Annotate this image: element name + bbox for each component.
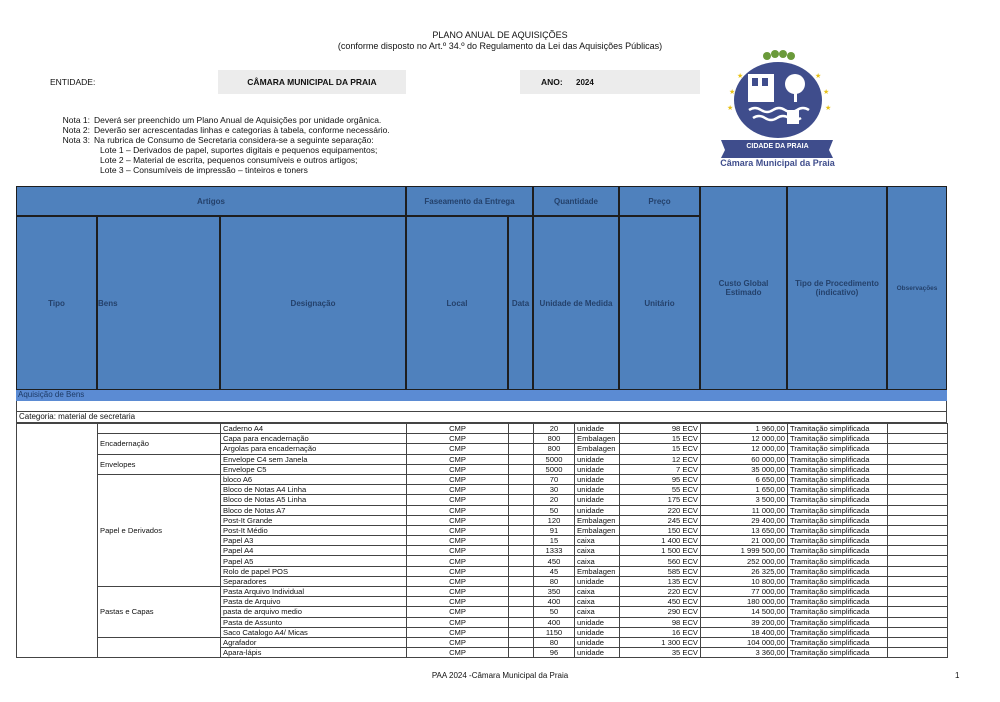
quantity-cell: 20 [534, 495, 575, 505]
designacao-cell: Separadores [221, 576, 407, 586]
unit-price-cell: 220 ECV [620, 505, 701, 515]
local-cell: CMP [407, 505, 509, 515]
procedure-cell: Tramitação simplificada [788, 474, 888, 484]
unit-price-cell: 12 ECV [620, 454, 701, 464]
total-cost-cell: 21 000,00 [701, 536, 788, 546]
logo-name: Câmara Municipal da Praia [720, 158, 835, 168]
procedure-cell: Tramitação simplificada [788, 485, 888, 495]
designacao-cell: Pasta Arquivo Individual [221, 587, 407, 597]
unit-cell: Embalagen [575, 566, 620, 576]
observacoes-cell [888, 587, 948, 597]
table-row [17, 454, 948, 464]
data-cell [509, 587, 534, 597]
bens-group-cell [98, 637, 221, 657]
data-cell [509, 495, 534, 505]
procedure-cell: Tramitação simplificada [788, 648, 888, 658]
spacer-row [16, 401, 947, 411]
procedure-cell: Tramitação simplificada [788, 424, 888, 434]
total-cost-cell: 60 000,00 [701, 454, 788, 464]
total-cost-cell: 10 800,00 [701, 576, 788, 586]
notes-block [60, 115, 390, 175]
unit-cell: Embalagen [575, 444, 620, 454]
entity-value: CÂMARA MUNICIPAL DA PRAIA [247, 77, 377, 87]
designacao-cell: Saco Catalogo A4/ Micas [221, 627, 407, 637]
observacoes-cell [888, 444, 948, 454]
bens-group-cell: Pastas e Capas [98, 587, 221, 638]
procedure-cell: Tramitação simplificada [788, 546, 888, 556]
quantity-cell: 80 [534, 637, 575, 647]
section-band: Aquisição de Bens [16, 390, 947, 401]
observacoes-cell [888, 597, 948, 607]
unit-cell: caixa [575, 536, 620, 546]
designacao-cell: Bloco de Notas A7 [221, 505, 407, 515]
observacoes-cell [888, 648, 948, 658]
data-cell [509, 474, 534, 484]
logo-banner-text: CIDADE DA PRAIA [746, 143, 809, 150]
observacoes-cell [888, 454, 948, 464]
unit-cell: unidade [575, 505, 620, 515]
designacao-cell: Apara-lápis [221, 648, 407, 658]
page-number: 1 [955, 671, 960, 680]
designacao-cell: pasta de arquivo medio [221, 607, 407, 617]
total-cost-cell: 3 500,00 [701, 495, 788, 505]
header-procedimento: Tipo de Procedimento (indicativo) [787, 186, 887, 390]
unit-cell: unidade [575, 474, 620, 484]
quantity-cell: 15 [534, 536, 575, 546]
note-key: Nota 3: [62, 135, 90, 145]
observacoes-cell [888, 525, 948, 535]
designacao-cell: Post-It Grande [221, 515, 407, 525]
designacao-cell: Envelope C4 sem Janela [221, 454, 407, 464]
lote-item: Lote 1 – Derivados de papel, suportes digitais e pequenos equipamentos; [100, 145, 378, 155]
observacoes-cell [888, 495, 948, 505]
observacoes-cell [888, 637, 948, 647]
local-cell: CMP [407, 525, 509, 535]
quantity-cell: 120 [534, 515, 575, 525]
unit-price-cell: 98 ECV [620, 617, 701, 627]
designacao-cell: Agrafador [221, 637, 407, 647]
procedure-cell: Tramitação simplificada [788, 505, 888, 515]
lote-item: Lote 2 – Material de escrita, pequenos consumíveis e outros artigos; [100, 155, 358, 165]
table-row [17, 474, 948, 484]
designacao-cell: Rolo de papel POS [221, 566, 407, 576]
procedure-cell: Tramitação simplificada [788, 607, 888, 617]
data-cell [509, 515, 534, 525]
unit-price-cell: 15 ECV [620, 444, 701, 454]
unit-price-cell: 55 ECV [620, 485, 701, 495]
quantity-cell: 70 [534, 474, 575, 484]
unit-price-cell: 98 ECV [620, 424, 701, 434]
quantity-cell: 91 [534, 525, 575, 535]
total-cost-cell: 3 360,00 [701, 648, 788, 658]
observacoes-cell [888, 607, 948, 617]
procedure-cell: Tramitação simplificada [788, 576, 888, 586]
header-data: Data [508, 216, 533, 390]
unit-cell: caixa [575, 587, 620, 597]
observacoes-cell [888, 566, 948, 576]
data-cell [509, 566, 534, 576]
designacao-cell: Pasta de Arquivo [221, 597, 407, 607]
unit-cell: Embalagen [575, 515, 620, 525]
designacao-cell: bloco A6 [221, 474, 407, 484]
total-cost-cell: 26 325,00 [701, 566, 788, 576]
header-preco: Preço [619, 186, 700, 216]
local-cell: CMP [407, 474, 509, 484]
data-cell [509, 536, 534, 546]
total-cost-cell: 1 999 500,00 [701, 546, 788, 556]
procedure-cell: Tramitação simplificada [788, 637, 888, 647]
local-cell: CMP [407, 495, 509, 505]
data-cell [509, 576, 534, 586]
local-cell: CMP [407, 464, 509, 474]
designacao-cell: Papel A3 [221, 536, 407, 546]
total-cost-cell: 14 500,00 [701, 607, 788, 617]
local-cell: CMP [407, 556, 509, 566]
header-observacoes: Observações [887, 186, 947, 390]
procedure-cell: Tramitação simplificada [788, 434, 888, 444]
unit-cell: unidade [575, 648, 620, 658]
unit-price-cell: 15 ECV [620, 434, 701, 444]
local-cell: CMP [407, 597, 509, 607]
quantity-cell: 1150 [534, 627, 575, 637]
quantity-cell: 450 [534, 556, 575, 566]
unit-cell: unidade [575, 637, 620, 647]
unit-price-cell: 220 ECV [620, 587, 701, 597]
header-custo: Custo Global Estimado [700, 186, 787, 390]
unit-price-cell: 150 ECV [620, 525, 701, 535]
observacoes-cell [888, 474, 948, 484]
data-cell [509, 434, 534, 444]
quantity-cell: 5000 [534, 464, 575, 474]
observacoes-cell [888, 576, 948, 586]
local-cell: CMP [407, 434, 509, 444]
observacoes-cell [888, 627, 948, 637]
procedure-cell: Tramitação simplificada [788, 515, 888, 525]
bens-group-cell: Papel e Derivados [98, 474, 221, 586]
items-table [16, 423, 948, 658]
procedure-cell: Tramitação simplificada [788, 627, 888, 637]
local-cell: CMP [407, 637, 509, 647]
svg-text:★: ★ [737, 72, 744, 80]
designacao-cell: Bloco de Notas A4 Linha [221, 485, 407, 495]
data-cell [509, 597, 534, 607]
unit-price-cell: 16 ECV [620, 627, 701, 637]
procedure-cell: Tramitação simplificada [788, 444, 888, 454]
designacao-cell: Capa para encadernação [221, 434, 407, 444]
total-cost-cell: 18 400,00 [701, 627, 788, 637]
designacao-cell: Post-It Médio [221, 525, 407, 535]
quantity-cell: 80 [534, 576, 575, 586]
unit-price-cell: 450 ECV [620, 597, 701, 607]
tipo-cell [17, 424, 98, 658]
unit-price-cell: 175 ECV [620, 495, 701, 505]
note-key: Nota 2: [62, 125, 90, 135]
observacoes-cell [888, 485, 948, 495]
designacao-cell: Papel A4 [221, 546, 407, 556]
data-cell [509, 556, 534, 566]
unit-cell: caixa [575, 597, 620, 607]
total-cost-cell: 13 650,00 [701, 525, 788, 535]
data-cell [509, 617, 534, 627]
quantity-cell: 96 [534, 648, 575, 658]
data-cell [509, 546, 534, 556]
total-cost-cell: 11 000,00 [701, 505, 788, 515]
data-cell [509, 637, 534, 647]
local-cell: CMP [407, 587, 509, 597]
footer-text: PAA 2024 -Câmara Municipal da Praia [431, 671, 569, 680]
procedure-cell: Tramitação simplificada [788, 556, 888, 566]
unit-price-cell: 1 400 ECV [620, 536, 701, 546]
table-row [17, 424, 948, 434]
unit-price-cell: 1 300 ECV [620, 637, 701, 647]
total-cost-cell: 6 650,00 [701, 474, 788, 484]
data-cell [509, 424, 534, 434]
quantity-cell: 400 [534, 617, 575, 627]
quantity-cell: 800 [534, 434, 575, 444]
page-subtitle: (conforme disposto no Art.º 34.º do Regulamento da Lei das Aquisições Públicas) [337, 41, 663, 51]
header-quantidade: Quantidade [533, 186, 619, 216]
quantity-cell: 350 [534, 587, 575, 597]
page-title: PLANO ANUAL DE AQUISIÇÕES [432, 30, 568, 40]
unit-price-cell: 95 ECV [620, 474, 701, 484]
designacao-cell: Caderno A4 [221, 424, 407, 434]
unit-cell: Embalagen [575, 525, 620, 535]
unit-cell: unidade [575, 485, 620, 495]
total-cost-cell: 12 000,00 [701, 444, 788, 454]
note-text: Deverão ser acrescentadas linhas e categorias à tabela, conforme necessário. [94, 125, 390, 135]
local-cell: CMP [407, 444, 509, 454]
header-designacao: Designação [220, 216, 406, 390]
procedure-cell: Tramitação simplificada [788, 464, 888, 474]
bens-group-cell: Envelopes [98, 454, 221, 474]
svg-text:★: ★ [729, 88, 736, 96]
data-cell [509, 444, 534, 454]
quantity-cell: 50 [534, 505, 575, 515]
procedure-cell: Tramitação simplificada [788, 536, 888, 546]
local-cell: CMP [407, 576, 509, 586]
observacoes-cell [888, 617, 948, 627]
observacoes-cell [888, 536, 948, 546]
unit-cell: unidade [575, 576, 620, 586]
total-cost-cell: 77 000,00 [701, 587, 788, 597]
data-cell [509, 505, 534, 515]
local-cell: CMP [407, 485, 509, 495]
unit-price-cell: 560 ECV [620, 556, 701, 566]
unit-cell: unidade [575, 495, 620, 505]
local-cell: CMP [407, 607, 509, 617]
bens-group-cell [98, 424, 221, 434]
svg-text:★: ★ [727, 104, 734, 112]
quantity-cell: 20 [534, 424, 575, 434]
header-unitario: Unitário [619, 216, 700, 390]
unit-price-cell: 585 ECV [620, 566, 701, 576]
procedure-cell: Tramitação simplificada [788, 587, 888, 597]
unit-price-cell: 135 ECV [620, 576, 701, 586]
observacoes-cell [888, 464, 948, 474]
procedure-cell: Tramitação simplificada [788, 597, 888, 607]
quantity-cell: 5000 [534, 454, 575, 464]
observacoes-cell [888, 546, 948, 556]
total-cost-cell: 12 000,00 [701, 434, 788, 444]
total-cost-cell: 1 650,00 [701, 485, 788, 495]
total-cost-cell: 180 000,00 [701, 597, 788, 607]
procedure-cell: Tramitação simplificada [788, 617, 888, 627]
total-cost-cell: 29 400,00 [701, 515, 788, 525]
municipal-logo [715, 48, 840, 170]
data-cell [509, 627, 534, 637]
data-cell [509, 464, 534, 474]
observacoes-cell [888, 505, 948, 515]
local-cell: CMP [407, 515, 509, 525]
quantity-cell: 800 [534, 444, 575, 454]
procedure-cell: Tramitação simplificada [788, 525, 888, 535]
unit-cell: caixa [575, 556, 620, 566]
svg-text:★: ★ [825, 104, 832, 112]
unit-price-cell: 1 500 ECV [620, 546, 701, 556]
table-row [17, 587, 948, 597]
local-cell: CMP [407, 627, 509, 637]
quantity-cell: 30 [534, 485, 575, 495]
quantity-cell: 400 [534, 597, 575, 607]
note-key: Nota 1: [62, 115, 90, 125]
designacao-cell: Papel A5 [221, 556, 407, 566]
procedure-cell: Tramitação simplificada [788, 566, 888, 576]
unit-price-cell: 245 ECV [620, 515, 701, 525]
header-local: Local [406, 216, 508, 390]
total-cost-cell: 252 000,00 [701, 556, 788, 566]
svg-text:★: ★ [823, 88, 830, 96]
total-cost-cell: 39 200,00 [701, 617, 788, 627]
unit-cell: caixa [575, 546, 620, 556]
unit-cell: unidade [575, 617, 620, 627]
unit-cell: Embalagen [575, 434, 620, 444]
note-text: Na rubrica de Consumo de Secretaria considera-se a seguinte separação: [94, 135, 374, 145]
procedure-cell: Tramitação simplificada [788, 454, 888, 464]
unit-cell: caixa [575, 607, 620, 617]
svg-text:★: ★ [815, 72, 822, 80]
designacao-cell: Envelope C5 [221, 464, 407, 474]
year-value: 2024 [576, 78, 594, 87]
local-cell: CMP [407, 648, 509, 658]
observacoes-cell [888, 434, 948, 444]
observacoes-cell [888, 515, 948, 525]
designacao-cell: Pasta de Assunto [221, 617, 407, 627]
table-row [17, 637, 948, 647]
total-cost-cell: 35 000,00 [701, 464, 788, 474]
unit-cell: unidade [575, 464, 620, 474]
header-unidade: Unidade de Medida [533, 216, 619, 390]
total-cost-cell: 104 000,00 [701, 637, 788, 647]
designacao-cell: Bloco de Notas A5 Linha [221, 495, 407, 505]
designacao-cell: Argolas para encadernação [221, 444, 407, 454]
local-cell: CMP [407, 546, 509, 556]
header-faseamento: Faseamento da Entrega [406, 186, 533, 216]
procedure-cell: Tramitação simplificada [788, 495, 888, 505]
local-cell: CMP [407, 536, 509, 546]
local-cell: CMP [407, 617, 509, 627]
bens-group-cell: Encadernação [98, 434, 221, 454]
unit-cell: unidade [575, 424, 620, 434]
data-cell [509, 525, 534, 535]
header-bens: Bens [97, 216, 220, 390]
quantity-cell: 1333 [534, 546, 575, 556]
category-row: Categoria: material de secretaria [16, 411, 947, 423]
observacoes-cell [888, 424, 948, 434]
data-cell [509, 485, 534, 495]
table-row [17, 434, 948, 444]
items-table-wrap [16, 423, 948, 658]
local-cell: CMP [407, 454, 509, 464]
observacoes-cell [888, 556, 948, 566]
quantity-cell: 45 [534, 566, 575, 576]
header-artigos: Artigos [16, 186, 406, 216]
quantity-cell: 50 [534, 607, 575, 617]
unit-cell: unidade [575, 627, 620, 637]
data-cell [509, 454, 534, 464]
unit-price-cell: 290 ECV [620, 607, 701, 617]
header-tipo: Tipo [16, 216, 97, 390]
data-cell [509, 607, 534, 617]
unit-price-cell: 35 ECV [620, 648, 701, 658]
entity-label: ENTIDADE: [50, 77, 96, 87]
local-cell: CMP [407, 566, 509, 576]
lote-item: Lote 3 – Consumíveis de impressão – tinteiros e toners [100, 165, 308, 175]
unit-cell: unidade [575, 454, 620, 464]
local-cell: CMP [407, 424, 509, 434]
unit-price-cell: 7 ECV [620, 464, 701, 474]
data-cell [509, 648, 534, 658]
total-cost-cell: 1 960,00 [701, 424, 788, 434]
year-label: ANO: [541, 77, 563, 87]
note-text: Deverá ser preenchido um Plano Anual de Aquisições por unidade orgânica. [94, 115, 382, 125]
